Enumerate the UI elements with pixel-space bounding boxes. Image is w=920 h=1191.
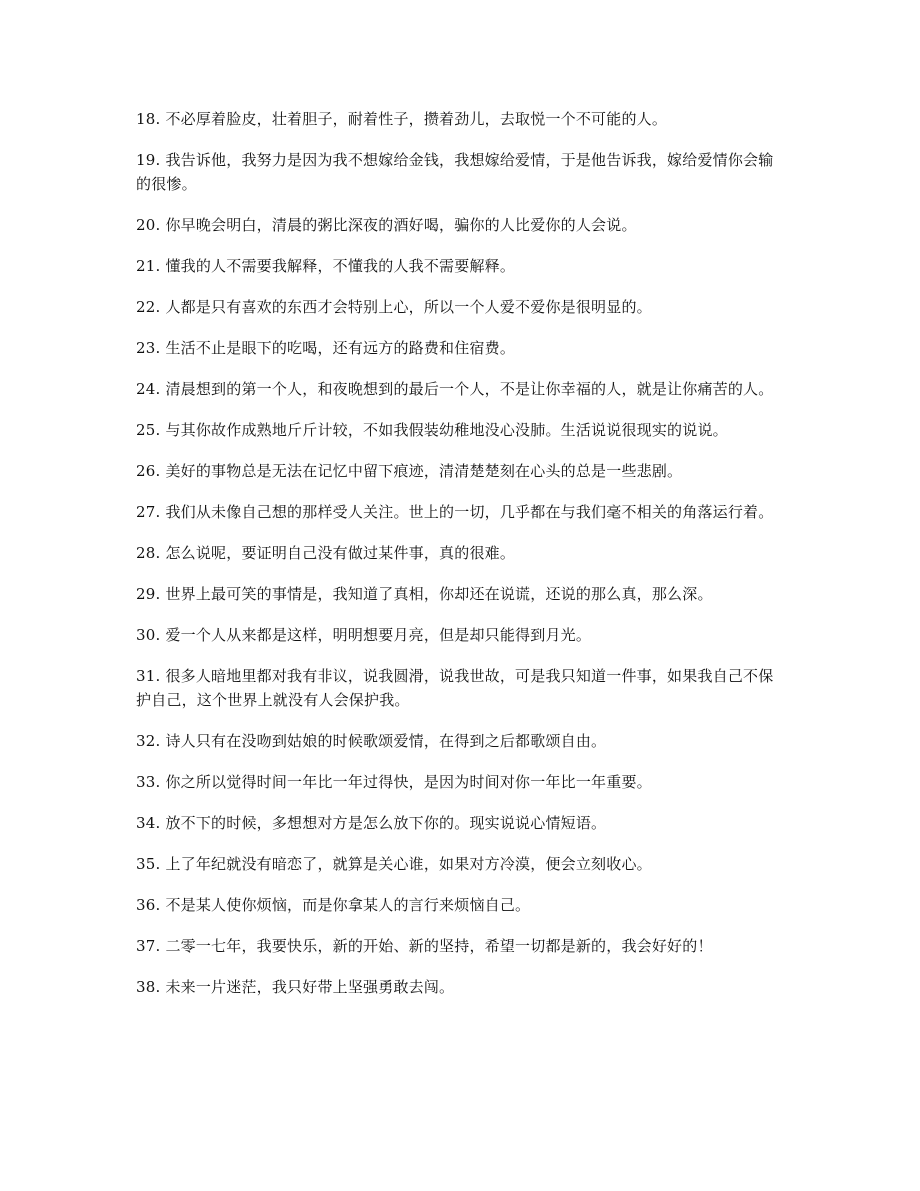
item-text: 世界上最可笑的事情是，我知道了真相，你却还在说谎，还说的那么真，那么深。 bbox=[165, 585, 713, 603]
list-item bbox=[136, 254, 786, 278]
item-number: 30. bbox=[136, 626, 161, 644]
item-text: 上了年纪就没有暗恋了，就算是关心谁，如果对方冷漠，便会立刻收心。 bbox=[165, 855, 652, 873]
item-text: 二零一七年，我要快乐，新的开始、新的坚持，希望一切都是新的，我会好好的！ bbox=[165, 937, 713, 955]
item-number: 25. bbox=[136, 421, 161, 439]
item-number: 32. bbox=[136, 732, 161, 750]
item-text: 人都是只有喜欢的东西才会特别上心，所以一个人爱不爱你是很明显的。 bbox=[165, 298, 652, 316]
item-text: 美好的事物总是无法在记忆中留下痕迹，清清楚楚刻在心头的总是一些悲剧。 bbox=[165, 462, 683, 480]
item-number: 35. bbox=[136, 855, 161, 873]
list-item bbox=[136, 623, 786, 647]
item-number: 22. bbox=[136, 298, 161, 316]
list-item bbox=[136, 582, 786, 606]
item-text: 不必厚着脸皮，壮着胆子，耐着性子，攒着劲儿，去取悦一个不可能的人。 bbox=[165, 110, 668, 128]
list-item bbox=[136, 541, 786, 565]
list-item bbox=[136, 459, 786, 483]
item-text: 诗人只有在没吻到姑娘的时候歌颂爱情，在得到之后都歌颂自由。 bbox=[165, 732, 607, 750]
item-number: 29. bbox=[136, 585, 161, 603]
item-number: 26. bbox=[136, 462, 161, 480]
item-text: 你之所以觉得时间一年比一年过得快，是因为时间对你一年比一年重要。 bbox=[165, 773, 652, 791]
list-item bbox=[136, 770, 786, 794]
item-text: 清晨想到的第一个人，和夜晚想到的最后一个人，不是让你幸福的人，就是让你痛苦的人。 bbox=[165, 380, 774, 398]
item-number: 21. bbox=[136, 257, 161, 275]
item-text: 我告诉他，我努力是因为我不想嫁给金钱，我想嫁给爱情，于是他告诉我，嫁给爱情你会输的很惨。 bbox=[136, 151, 774, 193]
list-item bbox=[136, 811, 786, 835]
item-text: 你早晚会明白，清晨的粥比深夜的酒好喝，骗你的人比爱你的人会说。 bbox=[165, 216, 637, 234]
item-text: 很多人暗地里都对我有非议，说我圆滑，说我世故，可是我只知道一件事，如果我自己不保护自己，这个世界上就没有人会保护我。 bbox=[136, 667, 774, 709]
item-number: 28. bbox=[136, 544, 161, 562]
item-number: 20. bbox=[136, 216, 161, 234]
item-number: 37. bbox=[136, 937, 161, 955]
item-number: 23. bbox=[136, 339, 161, 357]
list-item bbox=[136, 336, 786, 360]
item-number: 38. bbox=[136, 978, 161, 996]
list-item bbox=[136, 500, 786, 524]
item-number: 19. bbox=[136, 151, 161, 169]
item-text: 生活不止是眼下的吃喝，还有远方的路费和住宿费。 bbox=[165, 339, 516, 357]
list-item bbox=[136, 664, 786, 712]
item-text: 懂我的人不需要我解释，不懂我的人我不需要解释。 bbox=[165, 257, 516, 275]
list-item bbox=[136, 729, 786, 753]
list-item bbox=[136, 852, 786, 876]
list-item bbox=[136, 934, 786, 958]
document-page bbox=[136, 107, 786, 1016]
list-item bbox=[136, 107, 786, 131]
list-item bbox=[136, 418, 786, 442]
item-text: 未来一片迷茫，我只好带上坚强勇敢去闯。 bbox=[165, 978, 455, 996]
item-text: 怎么说呢，要证明自己没有做过某件事，真的很难。 bbox=[165, 544, 516, 562]
item-number: 27. bbox=[136, 503, 161, 521]
list-item bbox=[136, 213, 786, 237]
item-number: 34. bbox=[136, 814, 161, 832]
item-number: 18. bbox=[136, 110, 161, 128]
list-item bbox=[136, 295, 786, 319]
list-item bbox=[136, 148, 786, 196]
item-number: 33. bbox=[136, 773, 161, 791]
item-number: 36. bbox=[136, 896, 161, 914]
list-item bbox=[136, 377, 786, 401]
list-item bbox=[136, 975, 786, 999]
item-text: 不是某人使你烦恼，而是你拿某人的言行来烦恼自己。 bbox=[165, 896, 531, 914]
item-text: 我们从未像自己想的那样受人关注。世上的一切，几乎都在与我们毫不相关的角落运行着。 bbox=[165, 503, 774, 521]
item-text: 与其你故作成熟地斤斤计较，不如我假装幼稚地没心没肺。生活说说很现实的说说。 bbox=[165, 421, 728, 439]
item-text: 爱一个人从来都是这样，明明想要月亮，但是却只能得到月光。 bbox=[165, 626, 592, 644]
item-number: 24. bbox=[136, 380, 161, 398]
item-text: 放不下的时候，多想想对方是怎么放下你的。现实说说心情短语。 bbox=[165, 814, 607, 832]
list-item bbox=[136, 893, 786, 917]
item-number: 31. bbox=[136, 667, 161, 685]
